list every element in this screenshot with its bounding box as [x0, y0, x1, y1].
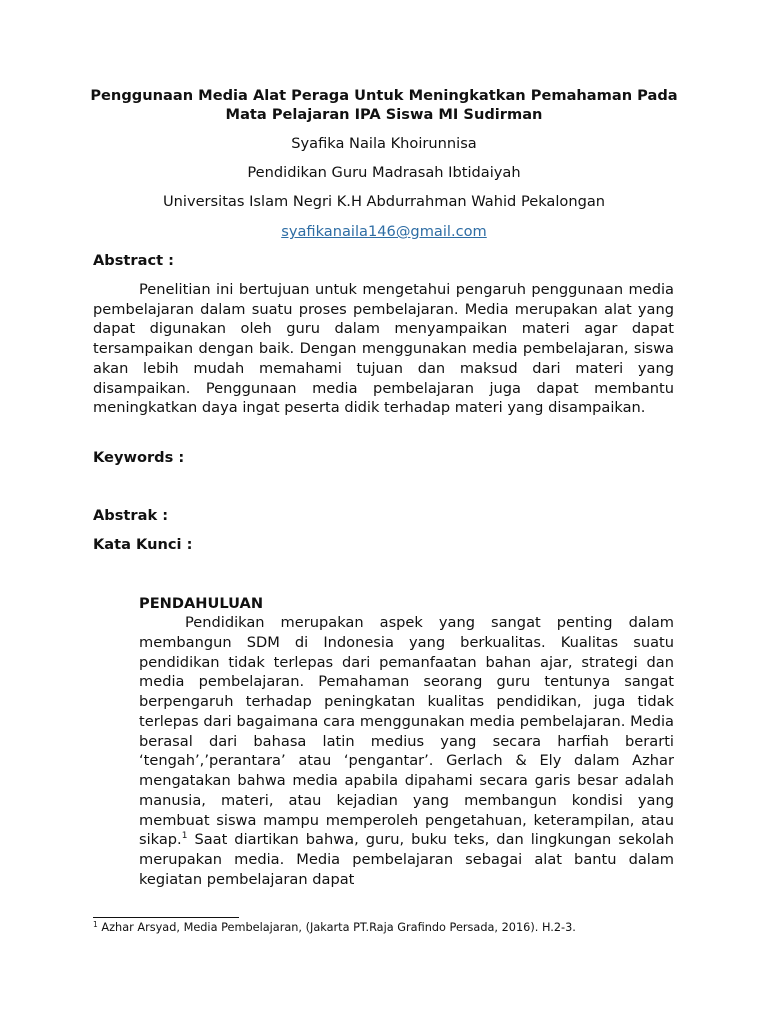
university-name: Universitas Islam Negri K.H Abdurrahman Wahid Pekalongan — [162, 193, 606, 210]
section-body-pendahuluan — [139, 613, 674, 890]
footnote-number: 1 — [93, 920, 98, 929]
body-text-part1: Pendidikan merupakan aspek yang sangat penting dalam membangun SDM di Indonesia yang berkualitas. Kualitas suatu pendidikan tidak terlepas dari pemanfaatan bahan ajar, strategi dan media pembelajaran. Pemahaman seorang guru tentunya sangat berpengaruh terhadap peningkatan kualitas pendidikan, juga tidak terlepas dari bagaimana cara menggunakan media pembelajaran. Media berasal dari bahasa latin medius yang secara harfiah berarti ‘tengah’,’perantara’ atau ‘pengantar’. Gerlach & Ely dalam Azhar mengatakan bahwa media apabila dipahami secara garis besar adalah manusia, materi, atau kejadian yang membangun kondisi yang membuat siswa mampu memperoleh pengetahuan, keterampilan, atau sikap. — [139, 614, 674, 849]
body-text-part2: Saat diartikan bahwa, guru, buku teks, dan lingkungan sekolah merupakan media. Media pembelajaran sebagai alat bantu dalam kegiatan pembelajaran dapat — [139, 831, 674, 888]
kata-kunci-heading: Kata Kunci : — [93, 536, 193, 553]
author-email-link[interactable]: syafikanaila146@gmail.com — [281, 223, 487, 240]
keywords-heading: Keywords : — [93, 449, 185, 466]
study-program: Pendidikan Guru Madrasah Ibtidaiyah — [247, 164, 521, 181]
paper-title: Penggunaan Media Alat Peraga Untuk Meningkatkan Pemahaman Pada Mata Pelajaran IPA Siswa MI Sudirman — [90, 87, 678, 123]
abstract-heading: Abstract : — [93, 252, 174, 269]
footnote-text: Azhar Arsyad, Media Pembelajaran, (Jakarta PT.Raja Grafindo Persada, 2016). H.2-3. — [97, 921, 576, 934]
abstract-body: Penelitian ini bertujuan untuk mengetahui pengaruh penggunaan media pembelajaran dalam suatu proses pembelajaran. Media merupakan alat yang dapat digunakan oleh guru dalam menyampaikan materi agar dapat tersampaikan dengan baik. Dengan menggunakan media pembelajaran, siswa akan lebih mudah memahami tujuan dan maksud dari materi yang disampaikan. Penggunaan media pembelajaran juga dapat membantu meningkatkan daya ingat peserta didik terhadap materi yang disampaikan. — [93, 281, 674, 417]
section-heading-pendahuluan: PENDAHULUAN — [139, 595, 264, 612]
abstrak-heading: Abstrak : — [93, 507, 169, 524]
footnote-separator — [93, 917, 239, 918]
footnote-reference[interactable]: 1 — [181, 831, 188, 842]
footnote — [93, 920, 693, 936]
author-name: Syafika Naila Khoirunnisa — [291, 135, 477, 152]
